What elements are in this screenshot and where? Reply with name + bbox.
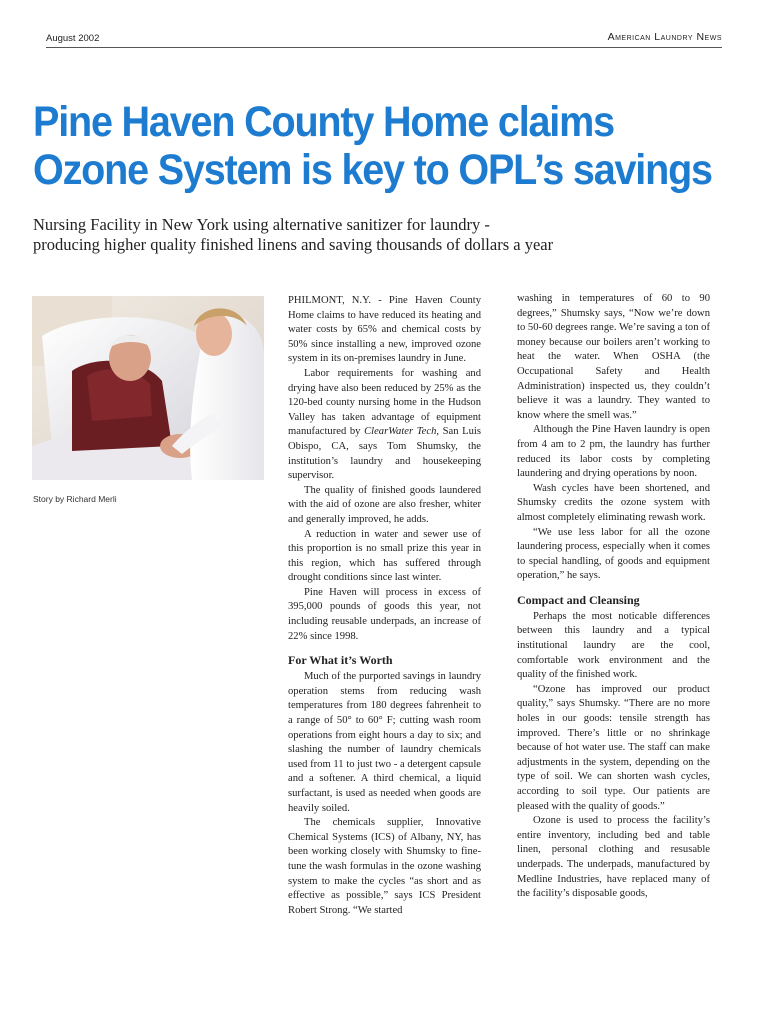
paragraph: Perhaps the most noticable differences between this laundry and a typical institutional laundry are the cool, comfortable work environment and the quality of the finished work.: [517, 610, 710, 681]
article-column-1: [288, 294, 481, 918]
article-photo: [32, 296, 264, 480]
headline: [33, 98, 712, 194]
paragraph: Ozone is used to process the facility’s entire inventory, including bed and table linen, personal clothing and resusable underpads. The underpads, manufactured by Medline Industries, have replaced many of the facility’s disposable goods,: [517, 815, 710, 900]
paragraph: Much of the purported savings in laundry operation stems from reducing wash temperatures from 180 degrees fahrenheit to a range of 50° to 60° F; cutting wash room operations from eight hours a day to six; and slashing the number of laundry chemicals used from 11 to just two - a detergent capsule and a softener. A third chemical, a liquid surfactant, is used as needed when goods are heavily soiled.: [288, 671, 481, 814]
paragraph: washing in temperatures of 60 to 90 degrees,” Shumsky says, “Now we’re down to 50-60 degrees range. We’re saving a ton of money because our boilers aren’t working to heat the water. When OSHA (the Occupational Safety and Health Administration) inspected us, they couldn’t believe it was a laundry. They wanted to know where the smell was.”: [517, 293, 710, 421]
paragraph-text: Labor requirements for washing and drying have also been reduced by 25% as the 120-bed county nursing home in the Hudson Valley has taken advantage of equipment manufactured by: [288, 367, 481, 438]
headline-line-1: Pine Haven County Home claims: [33, 98, 614, 146]
paragraph: A reduction in water and sewer use of this proportion is no small prize this year in this region, which has suffered through drought conditions since last winter.: [288, 528, 481, 584]
header-date: August 2002: [46, 33, 100, 44]
header-rule: [46, 47, 722, 48]
paragraph: Wash cycles have been shortened, and Shumsky credits the ozone system with almost completely eliminating rewash work.: [517, 482, 710, 523]
company-name: ClearWater Tech: [364, 426, 437, 438]
paragraph: The quality of finished goods laundered with the aid of ozone are also fresher, whiter and generally improved, he adds.: [288, 484, 481, 525]
article-column-2: [517, 292, 710, 902]
paragraph-text: , San Luis Obispo, CA, says Tom Shumsky, the institution’s laundry and housekeeping supervisor.: [288, 426, 481, 482]
section-heading: For What it’s Worth: [288, 653, 393, 668]
publication-name: American Laundry News: [607, 31, 722, 43]
paragraph: The chemicals supplier, Innovative Chemical Systems (ICS) of Albany, NY, has been working closely with Shumsky to fine-tune the wash formulas in the ozone washing system to make the cycles “as short and as effective as possible,” says ICS President Robert Strong. “We started: [288, 817, 481, 916]
paragraph: Although the Pine Haven laundry is open from 4 am to 2 pm, the laundry has further reduced its labor costs by completing laundering and drying operations by noon.: [517, 424, 710, 480]
paragraph: PHILMONT, N.Y. - Pine Haven County Home claims to have reduced its heating and water costs by 65% and chemical costs by 50% since installing a new, improved ozone system in its on-premises laundry in June.: [288, 295, 481, 365]
paragraph: “Ozone has improved our product quality,” says Shumsky. “There are no more holes in our goods: tensile strength has improved. There’s little or no shrinkage because of hot water use. The staff can make adjustments in the system, depending on the type of soil. We can shorten wash cycles, according to soil type. Our patients are pleased with the quality of goods.”: [517, 683, 710, 812]
section-heading: Compact and Cleansing: [517, 592, 640, 607]
paragraph: Pine Haven will process in excess of 395,000 pounds of goods this year, not including reusable underpads, an increase of 22% since 1998.: [288, 586, 481, 642]
paragraph: [288, 367, 481, 484]
headline-line-2: Ozone System is key to OPL’s savings: [33, 146, 712, 194]
subhead-line-2: producing higher quality finished linens and saving thousands of dollars a year: [33, 235, 554, 254]
subhead: [33, 215, 733, 255]
byline: Story by Richard Merli: [33, 494, 117, 504]
subhead-line-1: Nursing Facility in New York using alternative sanitizer for laundry -: [33, 215, 490, 234]
paragraph: “We use less labor for all the ozone laundering process, especially when it comes to special handling, of goods and equipment operation,” he says.: [517, 526, 710, 582]
